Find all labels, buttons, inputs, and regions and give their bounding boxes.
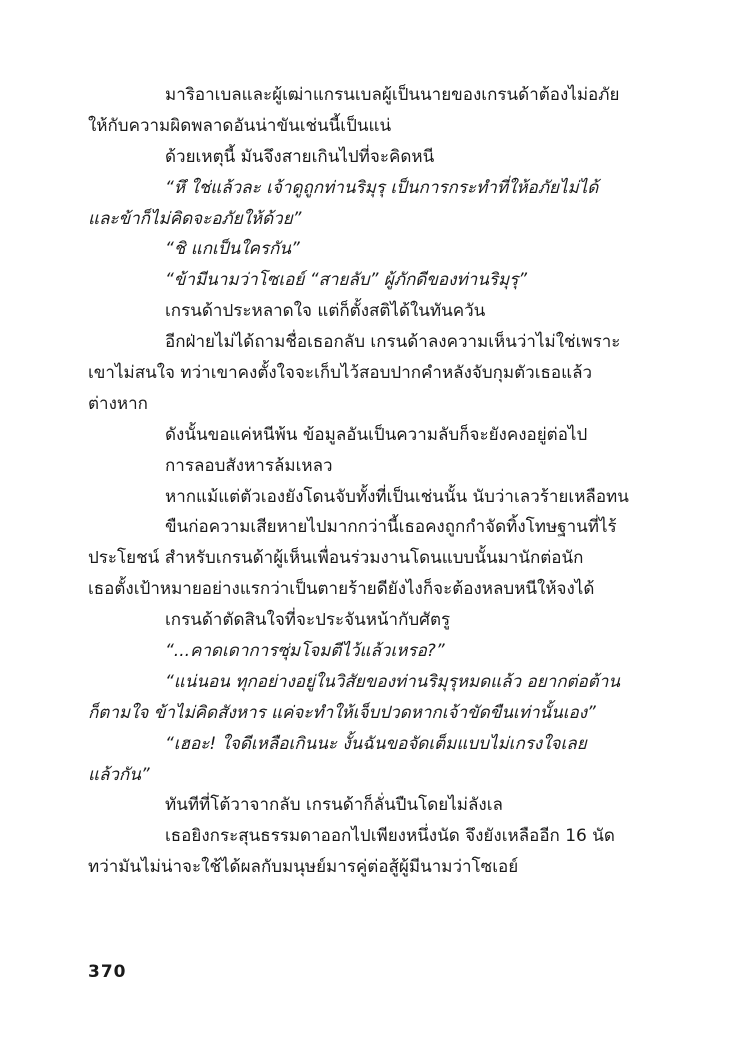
text-line: “แน่นอน ทุกอย่างอยู่ในวิสัยของท่านริมุรุหมดแล้ว อยากต่อต้าน — [165, 671, 620, 692]
text-line: ทันทีที่โต้วาจากลับ เกรนด้าก็ลั่นปืนโดยไม่ลังเล — [165, 795, 503, 816]
text-line: ประโยชน์ สำหรับเกรนด้าผู้เห็นเพื่อนร่วมงานโดนแบบนั้นมานักต่อนัก — [88, 548, 584, 569]
text-line: เกรนด้าประหลาดใจ แต่ก็ตั้งสติได้ในทันควัน — [165, 301, 486, 322]
text-line: และข้าก็ไม่คิดจะอภัยให้ด้วย” — [88, 208, 302, 229]
page-number: 370 — [88, 962, 127, 982]
text-line: ให้กับความผิดพลาดอันน่าขันเช่นนี้เป็นแน่ — [88, 115, 392, 136]
text-line: ด้วยเหตุนี้ มันจึงสายเกินไปที่จะคิดหนี — [165, 146, 435, 167]
text-line: ขืนก่อความเสียหายไปมากกว่านี้เธอคงถูกกำจัดทิ้งโทษฐานที่ไร้ — [165, 517, 617, 538]
text-line: “เฮอะ! ใจดีเหลือเกินนะ งั้นฉันขอจัดเต็มแบบไม่เกรงใจเลย — [165, 733, 587, 754]
text-line: ต่างหาก — [88, 393, 148, 414]
text-line: “ชิ แกเป็นใครกัน” — [165, 239, 300, 260]
text-line: เขาไม่สนใจ ทว่าเขาคงตั้งใจจะเก็บไว้สอบปากคำหลังจับกุมตัวเธอแล้ว — [88, 363, 593, 384]
text-line: การลอบสังหารล้มเหลว — [165, 455, 333, 476]
text-line: ดังนั้นขอแค่หนีพ้น ข้อมูลอันเป็นความลับก็จะยังคงอยู่ต่อไป — [165, 424, 588, 445]
text-line: ก็ตามใจ ข้าไม่คิดสังหาร แค่จะทำให้เจ็บปวดหากเจ้าขัดขืนเท่านั้นเอง” — [88, 702, 596, 723]
text-line: ทว่ามันไม่น่าจะใช้ได้ผลกับมนุษย์มารคู่ต่อสู้ผู้มีนามว่าโซเอย์ — [88, 857, 519, 878]
text-line: “หึ ใช่แล้วละ เจ้าดูถูกท่านริมุรุ เป็นการกระทำที่ให้อภัยไม่ได้ — [165, 177, 599, 198]
text-line: แล้วกัน” — [88, 764, 150, 785]
text-line: อีกฝ่ายไม่ได้ถามชื่อเธอกลับ เกรนด้าลงความเห็นว่าไม่ใช่เพราะ — [165, 332, 621, 353]
body-text — [88, 80, 654, 883]
text-line: เกรนด้าตัดสินใจที่จะประจันหน้ากับศัตรู — [165, 610, 451, 631]
text-line: “ข้ามีนามว่าโซเอย์ “สายลับ” ผู้ภักดีของท่านริมุรุ” — [165, 270, 528, 291]
text-line: หากแม้แต่ตัวเองยังโดนจับทั้งที่เป็นเช่นนั้น นับว่าเลวร้ายเหลือทน — [165, 486, 629, 507]
text-line: เธอยิงกระสุนธรรมดาออกไปเพียงหนึ่งนัด จึงยังเหลืออีก 16 นัด — [165, 826, 615, 847]
text-line: เธอตั้งเป้าหมายอย่างแรกว่าเป็นตายร้ายดียังไงก็จะต้องหลบหนีให้จงได้ — [88, 579, 595, 600]
text-line: มาริอาเบลและผู้เฒ่าแกรนเบลผู้เป็นนายของเกรนด้าต้องไม่อภัย — [165, 85, 620, 105]
text-line: “...คาดเดาการซุ่มโจมตีไว้แล้วเหรอ?” — [165, 641, 445, 662]
